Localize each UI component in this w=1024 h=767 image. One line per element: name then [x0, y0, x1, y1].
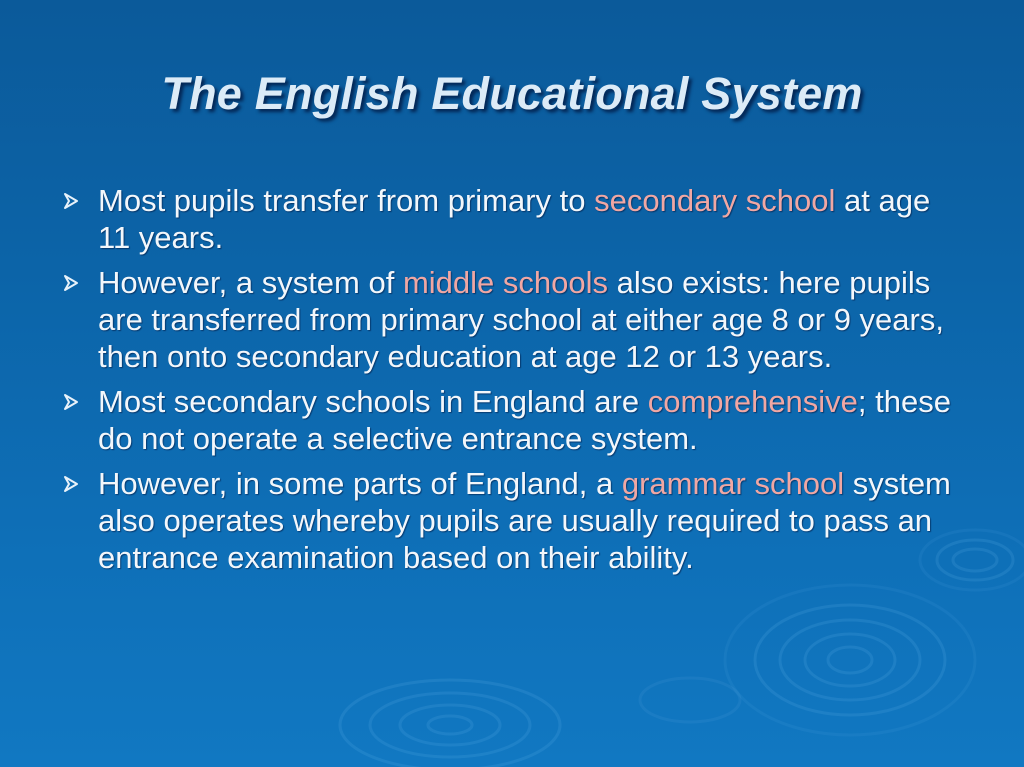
highlighted-term: secondary school [594, 183, 836, 218]
highlighted-term: comprehensive [647, 384, 858, 419]
bullet-text-part: However, in some parts of England, a [98, 466, 622, 501]
arrowhead-bullet-icon [60, 465, 82, 502]
bullet-text-part: ; these do not operate a selective entrance system. [98, 384, 951, 456]
bullet-item [60, 182, 965, 256]
highlighted-term: middle schools [402, 265, 608, 300]
highlighted-term: grammar school [621, 466, 845, 501]
bullet-text-part: at age 11 years. [98, 183, 931, 255]
arrowhead-bullet-icon [60, 182, 82, 219]
bullet-list [60, 182, 965, 584]
slide-title: The English Educational System [161, 68, 863, 119]
bullet-text-part: However, a system of [98, 265, 403, 300]
bullet-text-part: Most pupils transfer from primary to [98, 183, 595, 218]
bullet-text-part: system also operates whereby pupils are usually required to pass an entrance examination based on their ability. [98, 466, 951, 575]
bullet-text-part: Most secondary schools in England are [98, 384, 648, 419]
bullet-item [60, 383, 965, 457]
arrowhead-bullet-icon [60, 383, 82, 420]
bullet-item [60, 264, 965, 375]
arrowhead-bullet-icon [60, 264, 82, 301]
bullet-item [60, 465, 965, 576]
bullet-text-part: also exists: here pupils are transferred from primary school at either age 8 or 9 years, then onto secondary education at age 12 or 13 years. [98, 265, 944, 374]
